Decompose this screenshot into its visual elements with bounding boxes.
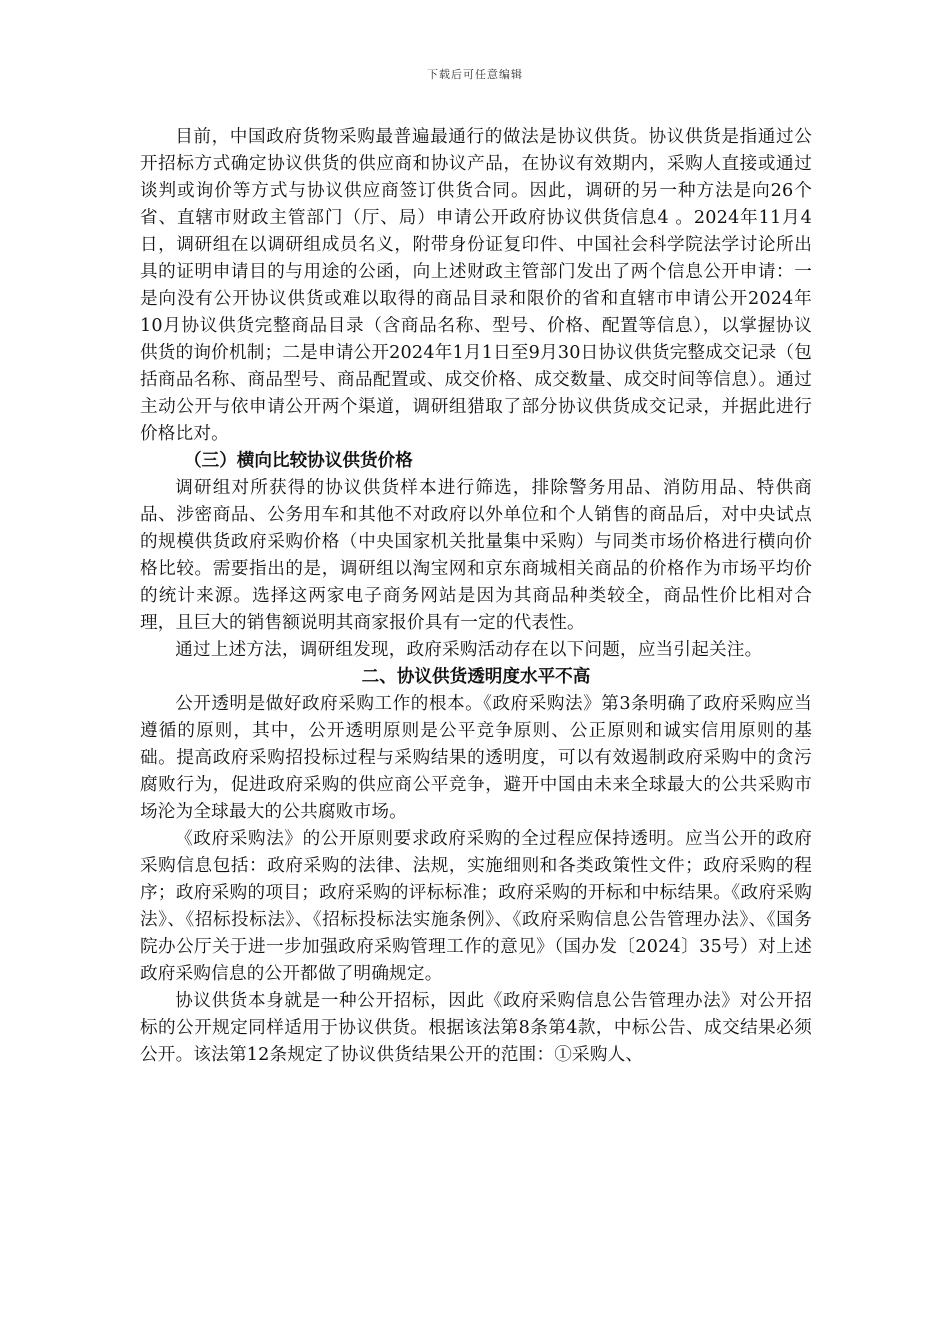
subsection-heading-price-comparison: （三）横向比较协议供货价格: [184, 451, 413, 471]
section-heading-transparency: 二、协议供货透明度水平不高: [361, 667, 591, 687]
paragraph-sample-screening: 调研组对所获得的协议供货样本进行筛选，排除警务用品、消防用品、特供商品、涉密商品、公务用车和其他不对政府以外单位和个人销售的商品后，对中央试点的规模供货政府采购价格（中央国家机关批量集中采购）与同类市场价格进行横向价格比较。需要指出的是，调研组以淘宝网和京东商城相关商品的价格作为市场平均价的统计来源。选择这两家电子商务网站是因为其商品种类较全，商品性价比相对合理，且巨大的销售额说明其商家报价具有一定的代表性。: [140, 478, 812, 633]
document-body: [140, 124, 812, 1069]
paragraph-agreement-supply-method: 目前，中国政府货物采购最普遍最通行的做法是协议供货。协议供货是指通过公开招标方式确定协议供货的供应商和协议产品，在协议有效期内，采购人直接或通过谈判或询价等方式与协议供应商签订供货合同。因此，调研的另一种方法是向26个省、直辖市财政主管部门（厅、局）申请公开政府协议供货信息4 。2024年11月4日，调研组在以调研组成员名义，附带身份证复印件、中国社会科学院法学讨论所出具的证明申请目的与用途的公函，向上述财政主管部门发出了两个信息公开申请：一是向没有公开协议供货或难以取得的商品目录和限价的省和直辖市申请公开2024年10月协议供货完整商品目录（含商品名称、型号、价格、配置等信息），以掌握协议供货的询价机制；二是申请公开2024年1月1日至9月30日协议供货完整成交记录（包括商品名称、商品型号、商品配置或、成交价格、成交数量、成交时间等信息）。通过主动公开与依申请公开两个渠道，调研组猎取了部分协议供货成交记录，并据此进行价格比对。: [140, 127, 812, 444]
page-header-note: 下载后可任意编辑: [427, 68, 523, 81]
paragraph-agreement-supply-disclosure: 协议供货本身就是一种公开招标，因此《政府采购信息公告管理办法》对公开招标的公开规定同样适用于协议供货。根据该法第8条第4款，中标公告、成交结果必须公开。该法第12条规定了协议供货结果公开的范围：①采购人、: [140, 991, 812, 1065]
paragraph-transparency-principle: 公开透明是做好政府采购工作的根本。《政府采购法》第3条明确了政府采购应当遵循的原则，其中，公开透明原则是公平竞争原则、公正原则和诚实信用原则的基础。提高政府采购招投标过程与采购结果的透明度，可以有效遏制政府采购中的贪污腐败行为，促进政府采购的供应商公平竞争，避开中国由未来全球最大的公共采购市场沦为全球最大的公共腐败市场。: [140, 694, 812, 822]
paragraph-disclosure-requirements: 《政府采购法》的公开原则要求政府采购的全过程应保持透明。应当公开的政府采购信息包括：政府采购的法律、法规，实施细则和各类政策性文件；政府采购的程序；政府采购的项目；政府采购的评标标准；政府采购的开标和中标结果。《政府采购法》、《招标投标法》、《招标投标法实施条例》、《政府采购信息公告管理办法》、《国务院办公厅关于进一步加强政府采购管理工作的意见》（国办发〔2024〕35号）对上述政府采购信息的公开都做了明确规定。: [140, 829, 812, 984]
paragraph-findings-intro: 通过上述方法，调研组发现，政府采购活动存在以下问题，应当引起关注。: [175, 640, 763, 660]
